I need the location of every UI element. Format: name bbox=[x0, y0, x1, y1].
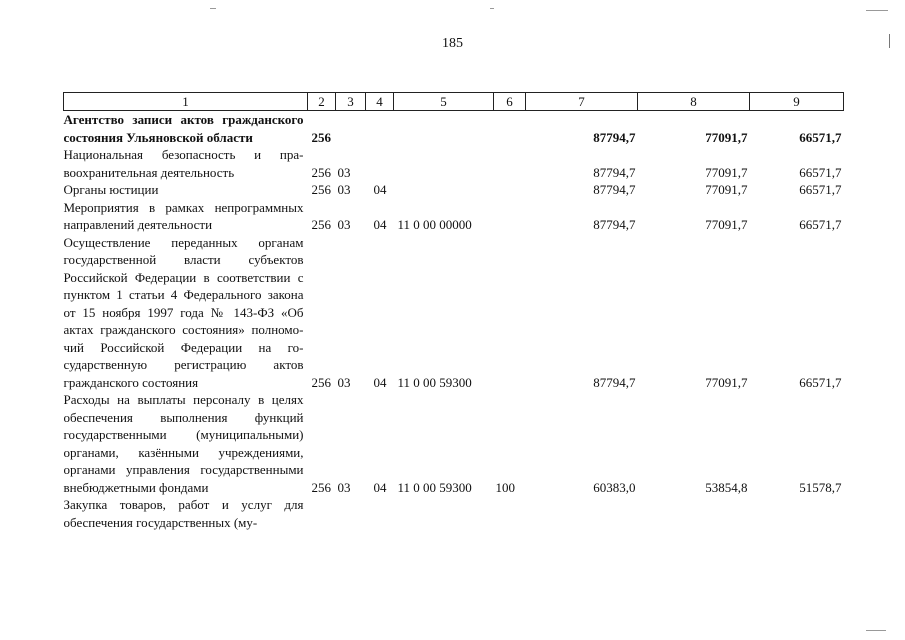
header-cell: 2 bbox=[308, 93, 336, 111]
row-value-7: 60383,0 bbox=[593, 479, 636, 495]
row-value-8: 77091,7 bbox=[705, 182, 748, 197]
row-code-5: 11 0 00 59300 bbox=[397, 479, 472, 495]
row-code-6 bbox=[494, 181, 526, 199]
table-row bbox=[64, 146, 844, 181]
row-code-4: 04 bbox=[373, 479, 387, 495]
row-value-8 bbox=[638, 496, 750, 531]
row-name: Агентство записи актов гражданского состояния Ульяновской области bbox=[63, 112, 304, 145]
header-cell: 7 bbox=[526, 93, 638, 111]
row-code-3: 03 bbox=[337, 182, 351, 197]
row-code-2 bbox=[308, 496, 336, 531]
row-code-5 bbox=[394, 146, 494, 181]
header-cell: 5 bbox=[394, 93, 494, 111]
row-code-2: 256 bbox=[311, 217, 331, 232]
scan-mark bbox=[210, 8, 216, 9]
row-code-2: 256 bbox=[311, 129, 331, 145]
row-value-7: 87794,7 bbox=[593, 164, 636, 180]
scan-mark bbox=[490, 8, 494, 9]
row-code-6 bbox=[494, 111, 526, 147]
scan-mark bbox=[866, 630, 886, 631]
row-code-4 bbox=[366, 111, 394, 147]
header-cell: 3 bbox=[336, 93, 366, 111]
row-value-8: 77091,7 bbox=[705, 217, 748, 232]
row-value-8: 77091,7 bbox=[705, 164, 748, 180]
table-row bbox=[64, 234, 844, 392]
row-name: Осуществление переданных органам государственной власти субъектов Российской Федерации в соответствии с пунктом 1 статьи 4 Федерального закона от 15 ноября 1997 года № 143-ФЗ «Об актах гражданского состояния» полномочий Российской Федерации на государственную регистрацию актов гражданского состояния bbox=[63, 234, 304, 390]
row-code-6 bbox=[494, 496, 526, 531]
header-cell: 6 bbox=[494, 93, 526, 111]
row-code-5 bbox=[394, 181, 494, 199]
row-code-5 bbox=[394, 496, 494, 531]
header-cell: 4 bbox=[366, 93, 394, 111]
budget-table bbox=[63, 92, 844, 531]
row-value-7: 87794,7 bbox=[593, 217, 636, 232]
table-header-row bbox=[64, 93, 844, 111]
header-cell: 1 bbox=[64, 93, 308, 111]
row-value-9: 66571,7 bbox=[799, 217, 842, 232]
scan-mark bbox=[866, 10, 888, 11]
row-code-6 bbox=[494, 234, 526, 392]
row-code-3 bbox=[336, 496, 366, 531]
row-name: Национальная безопасность и правоохранительная деятельность bbox=[63, 147, 304, 180]
header-cell: 8 bbox=[638, 93, 750, 111]
row-value-8: 77091,7 bbox=[705, 129, 748, 145]
row-value-8: 53854,8 bbox=[705, 479, 748, 495]
row-code-5: 11 0 00 59300 bbox=[397, 374, 472, 390]
row-value-9: 51578,7 bbox=[799, 479, 842, 495]
row-code-2: 256 bbox=[311, 374, 331, 390]
row-code-4: 04 bbox=[373, 182, 387, 197]
row-code-3: 03 bbox=[337, 164, 351, 180]
header-cell: 9 bbox=[750, 93, 844, 111]
row-code-4 bbox=[366, 146, 394, 181]
row-code-3: 03 bbox=[337, 479, 351, 495]
table-row bbox=[64, 111, 844, 147]
row-name: Органы юстиции bbox=[63, 182, 159, 197]
row-code-3 bbox=[336, 111, 366, 147]
row-code-6 bbox=[494, 199, 526, 234]
row-value-8: 77091,7 bbox=[705, 374, 748, 390]
row-value-9: 66571,7 bbox=[799, 164, 842, 180]
row-name: Мероприятия в рамках непрограммных направлений деятельности bbox=[63, 199, 304, 232]
row-code-4: 04 bbox=[373, 217, 387, 232]
row-code-3: 03 bbox=[337, 374, 351, 390]
row-value-9: 66571,7 bbox=[799, 374, 842, 390]
row-code-2: 256 bbox=[311, 182, 331, 197]
row-code-5 bbox=[394, 111, 494, 147]
row-value-9: 66571,7 bbox=[799, 182, 842, 197]
row-code-6 bbox=[494, 146, 526, 181]
page-number: 185 bbox=[442, 36, 463, 51]
row-code-4: 04 bbox=[373, 374, 387, 390]
row-name: Расходы на выплаты персоналу в целях обеспечения выполнения функций государственными (муниципальными) органами, казёнными учреждениями, органами управления государственными внебюджетными фондами bbox=[63, 392, 304, 495]
row-code-2: 256 bbox=[311, 479, 331, 495]
row-value-9: 66571,7 bbox=[799, 129, 842, 145]
row-value-7: 87794,7 bbox=[593, 374, 636, 390]
table-row bbox=[64, 199, 844, 234]
row-value-7: 87794,7 bbox=[593, 182, 636, 197]
row-code-3: 03 bbox=[337, 217, 351, 232]
row-value-7: 87794,7 bbox=[593, 129, 636, 145]
table-row bbox=[64, 181, 844, 199]
row-code-2: 256 bbox=[311, 164, 331, 180]
row-name: Закупка товаров, работ и услуг для обеспечения государственных (му- bbox=[63, 497, 304, 530]
scan-mark bbox=[889, 34, 890, 48]
table-row bbox=[64, 391, 844, 496]
row-code-6: 100 bbox=[495, 479, 515, 495]
table-row bbox=[64, 496, 844, 531]
row-code-4 bbox=[366, 496, 394, 531]
row-code-5: 11 0 00 00000 bbox=[397, 217, 472, 232]
row-value-9 bbox=[750, 496, 844, 531]
row-value-7 bbox=[526, 496, 638, 531]
